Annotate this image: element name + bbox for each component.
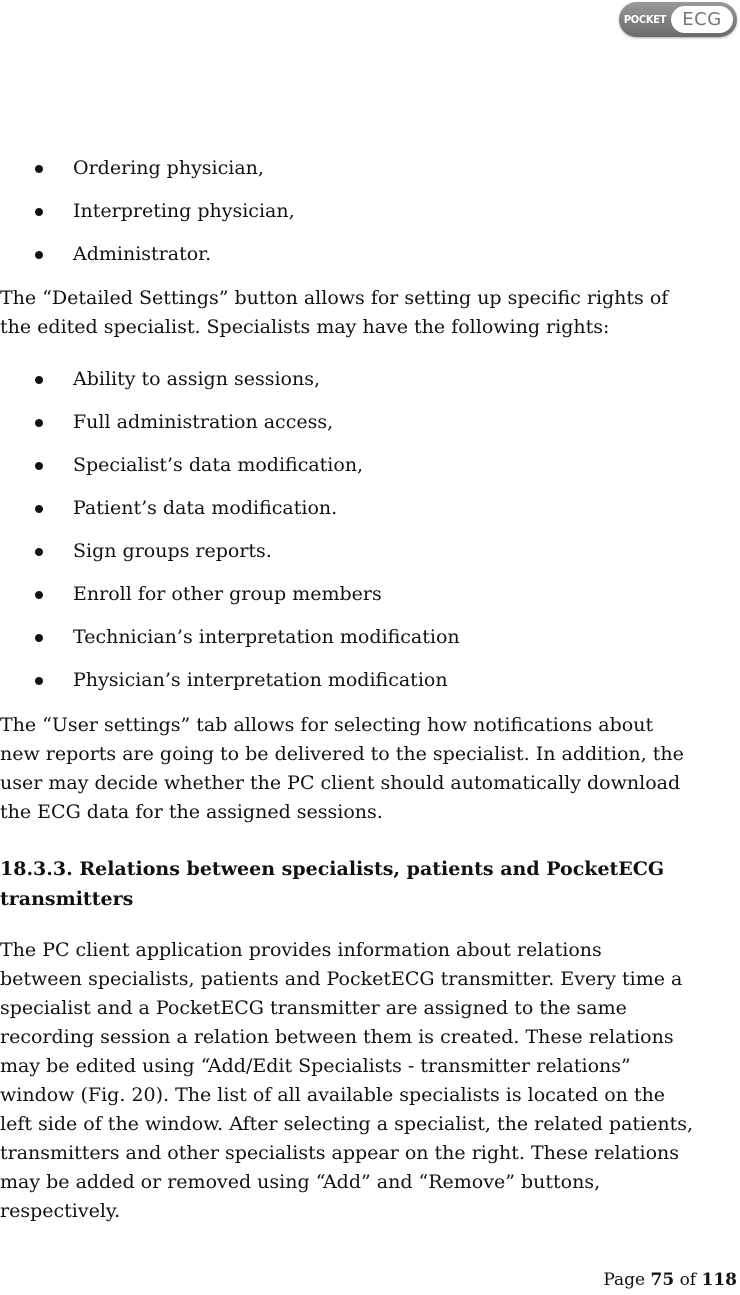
bullet-icon	[35, 251, 43, 259]
list-item: Ordering physician,	[0, 156, 295, 199]
paragraph-user-settings: The “User settings” tab allows for selecting how notifications about new reports are going to be delivered to the specialist. In addition, the user may decide whether the PC client should automatically download the ECG data for the assigned sessions.	[0, 714, 684, 823]
pocketecg-logo	[619, 2, 737, 37]
bullet-icon	[35, 208, 43, 216]
bullet-icon	[35, 591, 43, 599]
section-heading: 18.3.3. Relations between specialists, patients and PocketECG transmitters	[0, 858, 665, 910]
list-item: Ability to assign sessions,	[0, 367, 460, 410]
list-item: Technician’s interpretation modification	[0, 625, 460, 668]
list-item: Interpreting physician,	[0, 199, 295, 242]
paragraph-detailed-settings: The “Detailed Settings” button allows for setting up specific rights of the edited specialist. Specialists may have the following rights:	[0, 287, 669, 338]
page-number: 75	[650, 1270, 675, 1290]
bullet-icon	[35, 505, 43, 513]
list-item: Enroll for other group members	[0, 582, 460, 625]
paragraph-relations: The PC client application provides information about relations between specialists, patients and PocketECG transmitter. Every time a specialist and a PocketECG transmitter are assigned to the same recording session a relation between them is created. These relations may be edited using “Add/Edit Specialists - transmitter relations” window (Fig. 20). The list of all available specialists is located on the left side of the window. After selecting a specialist, the related patients, transmitters and other specialists appear on the right. These relations may be added or removed using “Add” and “Remove” buttons, respectively.	[0, 939, 694, 1222]
bullet-icon	[35, 462, 43, 470]
bullet-icon	[35, 165, 43, 173]
list-item: Administrator.	[0, 242, 295, 285]
bullet-icon	[35, 548, 43, 556]
logo-ecg-text: ECG	[671, 6, 733, 33]
page-number-footer	[603, 1269, 737, 1291]
total-pages: 118	[701, 1270, 737, 1290]
bullet-icon	[35, 419, 43, 427]
page-word: Page	[603, 1270, 646, 1290]
bullet-icon	[35, 677, 43, 685]
list-item: Sign groups reports.	[0, 539, 460, 582]
list-item: Specialist’s data modification,	[0, 453, 460, 496]
roles-list	[0, 156, 295, 285]
list-item: Full administration access,	[0, 410, 460, 453]
rights-list	[0, 367, 460, 711]
of-word: of	[679, 1270, 697, 1290]
list-item: Patient’s data modification.	[0, 496, 460, 539]
bullet-icon	[35, 376, 43, 384]
list-item: Physician’s interpretation modification	[0, 668, 460, 711]
bullet-icon	[35, 634, 43, 642]
logo-pocket-text: POCKET	[623, 13, 667, 26]
